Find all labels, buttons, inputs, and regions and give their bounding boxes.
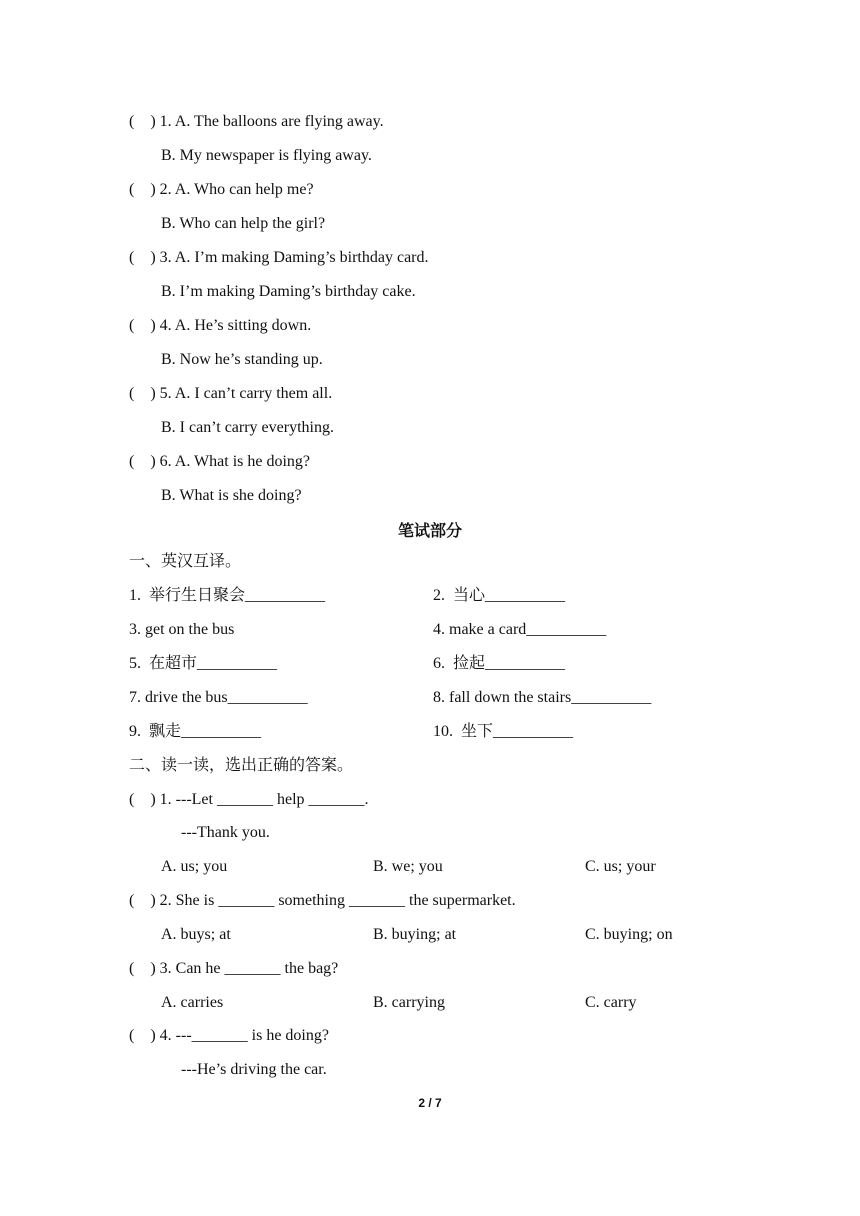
listening-item-6-a: ( ) 6. A. What is he doing? [129, 453, 311, 470]
choice-question-2: ( ) 2. She is _______ something _______ the supermarket. [129, 892, 516, 909]
choice-q3-option-b: B. carrying [373, 994, 445, 1011]
translate-item-10: 10. 坐下__________ [433, 723, 574, 740]
listening-item-2-a: ( ) 2. A. Who can help me? [129, 181, 314, 198]
section2-heading: 二、读一读，选出正确的答案。 [129, 757, 354, 774]
listening-item-2-b: B. Who can help the girl? [161, 215, 326, 232]
written-section-title: 笔试部分 [397, 521, 462, 540]
page-number: 2 / 7 [418, 1096, 442, 1110]
listening-item-4-a: ( ) 4. A. He’s sitting down. [129, 317, 312, 334]
choice-q3-option-a: A. carries [161, 994, 224, 1011]
choice-q1-option-a: A. us; you [161, 858, 228, 875]
listening-item-1-a: ( ) 1. A. The balloons are flying away. [129, 113, 384, 130]
choice-question-3: ( ) 3. Can he _______ the bag? [129, 960, 339, 977]
translate-item-8: 8. fall down the stairs__________ [433, 689, 652, 706]
choice-question-1-reply: ---Thank you. [181, 824, 270, 841]
listening-item-3-a: ( ) 3. A. I’m making Daming’s birthday card. [129, 249, 429, 266]
choice-q2-option-c: C. buying; on [585, 926, 673, 943]
choice-q1-option-b: B. we; you [373, 858, 443, 875]
section1-heading: 一、英汉互译。 [129, 553, 242, 570]
translate-item-6: 6. 捡起__________ [433, 655, 566, 672]
listening-item-3-b: B. I’m making Daming’s birthday cake. [161, 283, 416, 300]
translate-item-2: 2. 当心__________ [433, 587, 566, 604]
translate-item-4: 4. make a card__________ [433, 621, 607, 638]
choice-q2-option-a: A. buys; at [161, 926, 231, 943]
choice-question-1: ( ) 1. ---Let _______ help _______. [129, 791, 369, 808]
translate-item-9: 9. 飘走__________ [129, 723, 262, 740]
listening-item-5-b: B. I can’t carry everything. [161, 419, 334, 436]
listening-item-5-a: ( ) 5. A. I can’t carry them all. [129, 385, 333, 402]
choice-q1-option-c: C. us; your [585, 858, 656, 875]
translate-item-7: 7. drive the bus__________ [129, 689, 308, 706]
translate-item-3: 3. get on the bus [129, 621, 235, 638]
listening-item-1-b: B. My newspaper is flying away. [161, 147, 372, 164]
choice-question-4-reply: ---He’s driving the car. [181, 1061, 327, 1078]
translate-item-1: 1. 举行生日聚会__________ [129, 587, 326, 604]
translate-item-5: 5. 在超市__________ [129, 655, 278, 672]
listening-item-6-b: B. What is she doing? [161, 487, 302, 504]
choice-question-4: ( ) 4. ---_______ is he doing? [129, 1027, 329, 1044]
choice-q2-option-b: B. buying; at [373, 926, 457, 943]
listening-item-4-b: B. Now he’s standing up. [161, 351, 323, 368]
choice-q3-option-c: C. carry [585, 994, 637, 1011]
